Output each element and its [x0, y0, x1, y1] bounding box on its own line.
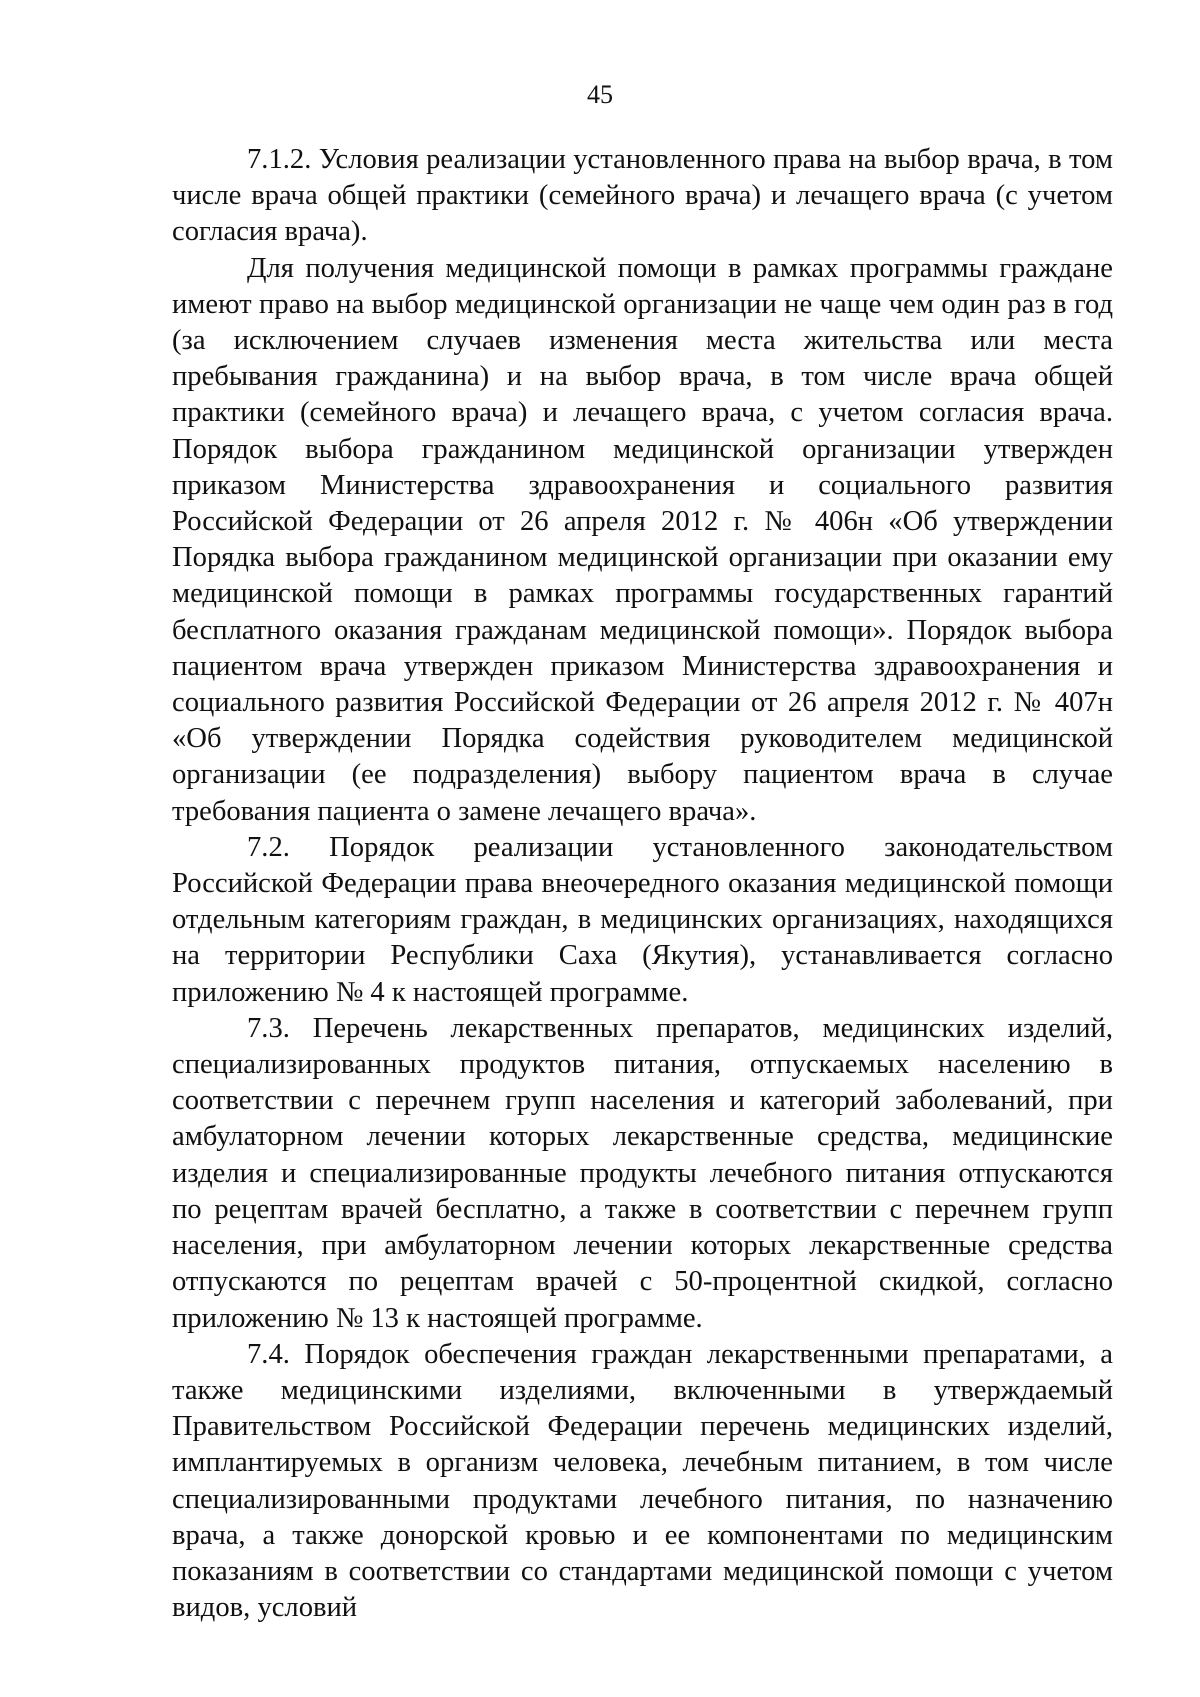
- paragraph-7-2: 7.2. Порядок реализации установленного законодательством Российской Федерации права внеочередного оказания медицинской помощи отдельным категориям граждан, в медицинских организациях, находящихся на территории Республики Саха (Якутия), устанавливается согласно приложению № 4 к настоящей программе.: [172, 831, 1113, 1008]
- paragraph-7-1-2: 7.1.2. Условия реализации установленного права на выбор врача, в том числе врача общей практики (семейного врача) и лечащего врача (с учетом согласия врача).: [172, 144, 1113, 248]
- paragraph-7-3: 7.3. Перечень лекарственных препаратов, медицинских изделий, специализированных продуктов питания, отпускаемых населению в соответствии с перечнем групп населения и категорий заболеваний, при амбулаторном лечении которых лекарственные средства, медицинские изделия и специализированные продукты лечебного питания отпускаются по рецептам врачей бесплатно, а также в соответствии с перечнем групп населения, при амбулаторном лечении которых лекарственные средства отпускаются по рецептам врачей с 50-процентной скидкой, согласно приложению № 13 к настоящей программе.: [172, 1012, 1113, 1334]
- document-body: [172, 142, 1113, 1626]
- page-number: 45: [587, 80, 613, 109]
- paragraph-choice-of-organization: Для получения медицинской помощи в рамках программы граждане имеют право на выбор медицинской организации не чаще чем один раз в год (за исключением случаев изменения места жительства или места пребывания гражданина) и на выбор врача, в том числе врача общей практики (семейного врача) и лечащего врача, с учетом согласия врача. Порядок выбора гражданином медицинской организации утвержден приказом Министерства здравоохранения и социального развития Российской Федерации от 26 апреля 2012 г. № 406н «Об утверждении Порядка выбора гражданином медицинской организации при оказании ему медицинской помощи в рамках программы государственных гарантий бесплатного оказания гражданам медицинской помощи». Порядок выбора пациентом врача утвержден приказом Министерства здравоохранения и социального развития Российской Федерации от 26 апреля 2012 г. № 407н «Об утверждении Порядка содействия руководителем медицинской организации (ее подразделения) выбору пациентом врача в случае требования пациента о замене лечащего врача».: [172, 252, 1113, 827]
- paragraph-7-4: 7.4. Порядок обеспечения граждан лекарственными препаратами, а также медицинскими изделиями, включенными в утверждаемый Правительством Российской Федерации перечень медицинских изделий, имплантируемых в организм человека, лечебным питанием, в том числе специализированными продуктами лечебного питания, по назначению врача, а также донорской кровью и ее компонентами по медицинским показаниям в соответствии со стандартами медицинской помощи с учетом видов, условий: [172, 1338, 1113, 1624]
